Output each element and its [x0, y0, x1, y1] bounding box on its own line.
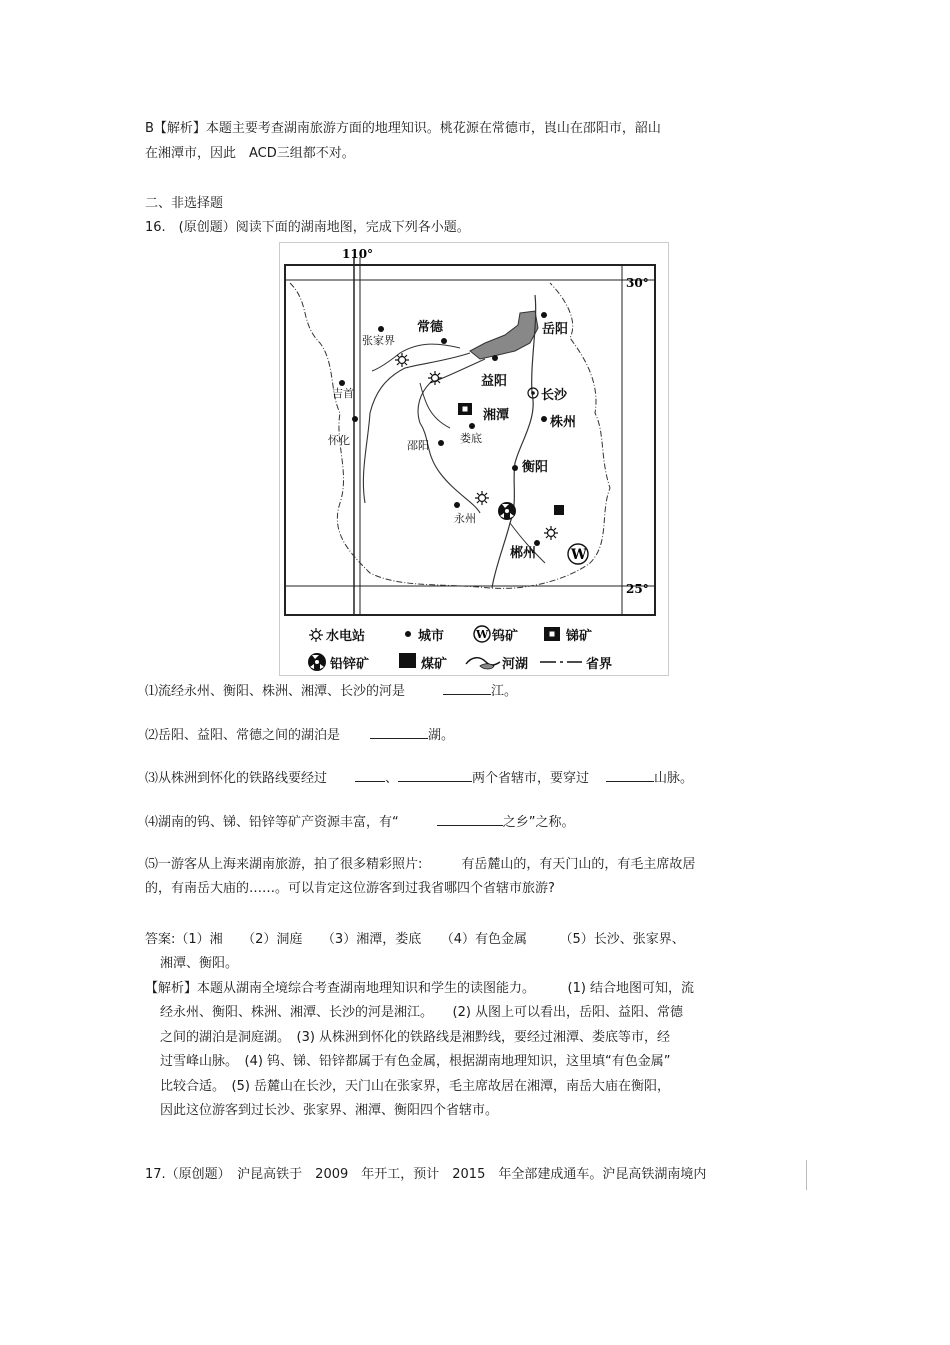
hunan-map	[279, 242, 669, 676]
city-label-shaoyang: 邵阳	[407, 439, 429, 452]
q1-blank[interactable]	[443, 680, 491, 695]
city-label-zhuzhou: 株州	[550, 415, 577, 430]
analysis-b-line1: B【解析】本题主要考查湖南旅游方面的地理知识。桃花源在常德市，崀山在邵阳市，韶山	[145, 121, 661, 136]
question-16-5-line1: ⑸一游客从上海来湖南旅游，拍了很多精彩照片: 有岳麓山的，有天门山的，有毛主席故居	[145, 857, 696, 872]
city-dot-loudi	[469, 423, 475, 429]
city-dot-yueyang	[541, 312, 547, 318]
q3-text: ⑶从株洲到怀化的铁路线要经过	[145, 771, 328, 786]
explanation-line1: 【解析】本题从湖南全境综合考查湖南地理知识和学生的读图能力。 (1) 结合地图可知，流	[145, 981, 695, 996]
legend-coal-icon	[399, 653, 416, 668]
map-legend	[308, 626, 612, 672]
city-label-huaihua: 怀化	[328, 434, 350, 447]
latitude-bottom-label: 25°	[626, 582, 649, 596]
section-heading: 二、非选择题	[145, 196, 224, 211]
city-label-chenzhou: 郴州	[510, 546, 537, 561]
antimony-mine-icon	[458, 403, 472, 415]
legend-boundary: 省界	[586, 657, 613, 672]
q3-middle: 两个省辖市，要穿过	[472, 771, 590, 786]
city-dot-huaihua	[352, 416, 358, 422]
city-dot-zhuzhou	[541, 416, 547, 422]
tungsten-mine-icon	[568, 544, 588, 564]
city-label-jishou: 吉首	[332, 387, 354, 400]
hydro-station-icon	[395, 353, 409, 367]
coal-mine-icon	[554, 505, 564, 515]
q4-suffix: 之乡”之称。	[502, 815, 575, 830]
city-label-zhangjiajie: 张家界	[362, 334, 395, 347]
q2-text: ⑵岳阳、益阳、常德之间的湖泊是	[145, 728, 341, 743]
legend-tungsten-icon	[474, 626, 490, 642]
legend-hydro-icon	[309, 628, 323, 642]
legend-coal: 煤矿	[421, 657, 448, 672]
city-label-changde: 常德	[417, 320, 444, 335]
q4-text: ⑷湖南的钨、锑、铅锌等矿产资源丰富，有“	[145, 815, 399, 830]
city-dot-yongzhou	[454, 502, 460, 508]
legend-leadzinc-icon	[308, 653, 326, 671]
q1-text: ⑴流经永州、衡阳、株洲、湘潭、长沙的河是	[145, 684, 406, 699]
legend-tungsten: 钨矿	[492, 629, 519, 644]
question-16-5-line2: 的，有南岳大庙的……。可以肯定这位游客到过我省哪四个省辖市旅游?	[145, 881, 555, 896]
city-dot-jishou	[339, 380, 345, 386]
explanation-line4: 过雪峰山脉。 (4) 钨、锑、铅锌都属于有色金属，根据湖南地理知识，这里填“有色金属”	[160, 1054, 671, 1069]
hydro-station-icon	[544, 526, 558, 540]
city-label-changsha: 长沙	[541, 388, 568, 403]
city-label-xiangtan: 湘潭	[483, 408, 510, 423]
city-label-yongzhou: 永州	[454, 512, 476, 525]
answer-line2: 湘潭、衡阳。	[160, 956, 239, 971]
city-dot-changde	[441, 338, 447, 344]
city-label-yueyang: 岳阳	[542, 322, 569, 337]
map-inner-bottom	[285, 586, 655, 615]
legend-antimony-icon	[544, 627, 560, 641]
legend-hydro: 水电站	[326, 629, 366, 644]
analysis-b-line2: 在湘潭市，因此 ACD三组都不对。	[145, 146, 355, 161]
question-17-line1: 17.（原创题） 沪昆高铁于 2009 年开工，预计 2015 年全部建成通车。沪昆高铁湖南境内	[145, 1167, 707, 1182]
yuan-river	[363, 353, 470, 503]
city-label-yiyang: 益阳	[481, 374, 508, 389]
svg-text:W: W	[571, 547, 587, 563]
longitude-label: 110°	[342, 247, 374, 261]
legend-antimony: 锑矿	[566, 629, 593, 644]
hydro-station-icon	[428, 371, 442, 385]
question-16-title: 16. (原创题）阅读下面的湖南地图，完成下列各小题。	[145, 220, 470, 235]
question-16-1	[145, 680, 517, 701]
q3-blank-1[interactable]	[355, 767, 385, 782]
legend-river: 河湖	[502, 657, 529, 672]
city-label-loudi: 娄底	[460, 432, 482, 445]
q3-blank-3[interactable]	[606, 767, 654, 782]
city-dot-hengyang	[512, 465, 518, 471]
map-inner-top	[285, 265, 655, 280]
q3-blank-2[interactable]	[398, 767, 472, 782]
q1-suffix: 江。	[491, 684, 518, 699]
legend-river-icon	[466, 658, 500, 665]
explanation-line5: 比较合适。 (5) 岳麓山在长沙，天门山在张家界，毛主席故居在湘潭，南岳大庙在衡阳，	[160, 1079, 671, 1094]
margin-rule	[806, 1160, 807, 1190]
explanation-line2: 经永州、衡阳、株洲、湘潭、长沙的河是湘江。 (2) 从图上可以看出，岳阳、益阳、常德	[160, 1005, 684, 1020]
legend-leadzinc: 铅锌矿	[330, 657, 370, 672]
legend-city: 城市	[418, 629, 445, 644]
city-label-hengyang: 衡阳	[522, 460, 549, 475]
explanation-line6: 因此这位游客到过长沙、张家界、湘潭、衡阳四个省辖市。	[160, 1103, 499, 1118]
explanation-line3: 之间的湖泊是洞庭湖。 (3) 从株洲到怀化的铁路线是湘黔线，要经过湘潭、娄底等市，经	[160, 1030, 671, 1045]
question-16-2	[145, 724, 454, 745]
city-dot-shaoyang	[438, 440, 444, 446]
q4-blank[interactable]	[437, 811, 503, 826]
answer-line1: 答案:（1）湘 （2）洞庭 （3）湘潭，娄底 （4）有色金属 （5）长沙、张家界、	[145, 932, 685, 947]
hydro-station-icon	[475, 491, 489, 505]
question-16-3	[145, 767, 693, 788]
question-16-4	[145, 811, 575, 832]
q2-suffix: 湖。	[428, 728, 455, 743]
svg-text:W: W	[476, 628, 489, 641]
city-dot-yiyang	[492, 355, 498, 361]
q3-suffix: 山脉。	[654, 771, 694, 786]
q2-blank[interactable]	[370, 724, 428, 739]
dongting-lake	[470, 311, 538, 359]
li-river	[372, 344, 460, 371]
city-dot-zhangjiajie	[378, 326, 384, 332]
hunan-map-svg	[280, 243, 668, 675]
legend-city-icon	[405, 631, 411, 637]
latitude-top-label: 30°	[626, 276, 649, 290]
q3-separator: 、	[385, 771, 399, 786]
lead-zinc-mine-icon	[498, 502, 516, 520]
